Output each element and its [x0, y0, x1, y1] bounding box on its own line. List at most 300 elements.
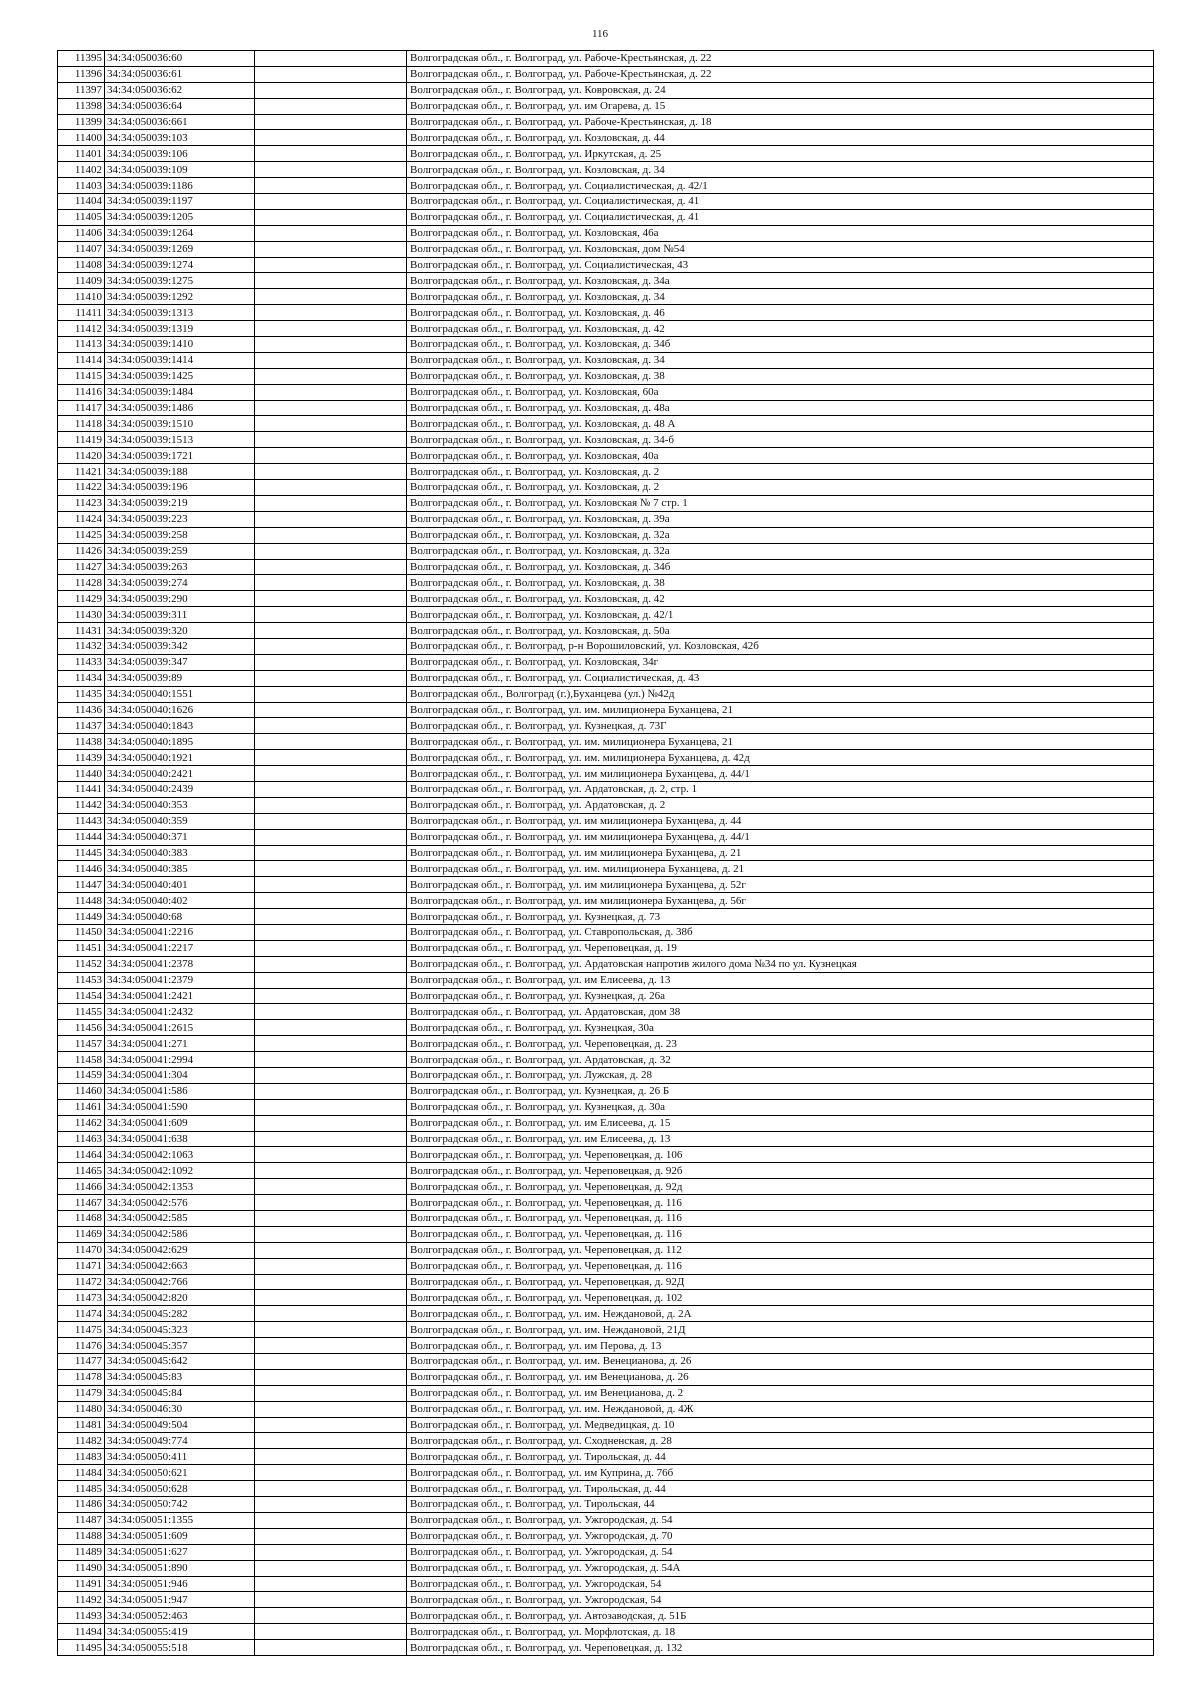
address: Волгоградская обл., г. Волгоград, ул. Череповецкая, д. 92д — [407, 1179, 1154, 1195]
cadastral-number: 34:34:050042:1092 — [105, 1163, 255, 1179]
row-number: 11471 — [58, 1258, 105, 1274]
row-number: 11422 — [58, 480, 105, 496]
table-row — [58, 781, 1154, 797]
address: Волгоградская обл., г. Волгоград, ул. Козловская № 7 стр. 1 — [407, 495, 1154, 511]
cadastral-number: 34:34:050042:576 — [105, 1195, 255, 1211]
row-number: 11396 — [58, 66, 105, 82]
blank-cell — [255, 178, 407, 194]
cadastral-number: 34:34:050040:402 — [105, 893, 255, 909]
blank-cell — [255, 1242, 407, 1258]
cadastral-number: 34:34:050039:1410 — [105, 337, 255, 353]
address: Волгоградская обл., г. Волгоград, ул. им. милиционера Буханцева, д. 21 — [407, 861, 1154, 877]
table-row — [58, 1512, 1154, 1528]
row-number: 11469 — [58, 1226, 105, 1242]
address: Волгоградская обл., г. Волгоград, ул. Рабоче-Крестьянская, д. 18 — [407, 114, 1154, 130]
address: Волгоградская обл., г. Волгоград, ул. Тирольская, д. 44 — [407, 1481, 1154, 1497]
address: Волгоградская обл., г. Волгоград, ул. им милиционера Буханцева, д. 56г — [407, 893, 1154, 909]
cadastral-number: 34:34:050039:1721 — [105, 448, 255, 464]
blank-cell — [255, 337, 407, 353]
table-row — [58, 750, 1154, 766]
page-number: 116 — [591, 28, 609, 40]
cadastral-number: 34:34:050042:586 — [105, 1226, 255, 1242]
table-row — [58, 337, 1154, 353]
blank-cell — [255, 1592, 407, 1608]
table-row — [58, 98, 1154, 114]
row-number: 11429 — [58, 591, 105, 607]
blank-cell — [255, 591, 407, 607]
address: Волгоградская обл., г. Волгоград, ул. Кузнецкая, д. 26 Б — [407, 1083, 1154, 1099]
blank-cell — [255, 845, 407, 861]
cadastral-number: 34:34:050039:263 — [105, 559, 255, 575]
table-row — [58, 702, 1154, 718]
table-row — [58, 241, 1154, 257]
address: Волгоградская обл., г. Волгоград, ул. Кузнецкая, д. 26а — [407, 988, 1154, 1004]
table-row — [58, 1560, 1154, 1576]
table-row — [58, 273, 1154, 289]
address: Волгоградская обл., г. Волгоград, ул. Кузнецкая, д. 30а — [407, 1099, 1154, 1115]
row-number: 11437 — [58, 718, 105, 734]
address: Волгоградская обл., г. Волгоград, ул. Череповецкая, д. 116 — [407, 1258, 1154, 1274]
blank-cell — [255, 1369, 407, 1385]
table-row — [58, 305, 1154, 321]
table-row — [58, 1195, 1154, 1211]
row-number: 11456 — [58, 1020, 105, 1036]
blank-cell — [255, 66, 407, 82]
row-number: 11468 — [58, 1211, 105, 1227]
table-row — [58, 1369, 1154, 1385]
cadastral-number: 34:34:050042:663 — [105, 1258, 255, 1274]
blank-cell — [255, 273, 407, 289]
address: Волгоградская обл., г. Волгоград, ул. Тирольская, д. 44 — [407, 1449, 1154, 1465]
address: Волгоградская обл., г. Волгоград, ул. Козловская, д. 50а — [407, 623, 1154, 639]
table-row — [58, 1068, 1154, 1084]
blank-cell — [255, 940, 407, 956]
blank-cell — [255, 861, 407, 877]
table-row — [58, 368, 1154, 384]
table-row — [58, 146, 1154, 162]
cadastral-number: 34:34:050042:1063 — [105, 1147, 255, 1163]
blank-cell — [255, 1274, 407, 1290]
address: Волгоградская обл., г. Волгоград, ул. Социалистическая, д. 41 — [407, 194, 1154, 210]
table-row — [58, 480, 1154, 496]
blank-cell — [255, 194, 407, 210]
row-number: 11436 — [58, 702, 105, 718]
row-number: 11439 — [58, 750, 105, 766]
row-number: 11416 — [58, 384, 105, 400]
blank-cell — [255, 988, 407, 1004]
address: Волгоградская обл., г. Волгоград, ул. Автозаводская, д. 51Б — [407, 1608, 1154, 1624]
address: Волгоградская обл., г. Волгоград, ул. Ужгородская, 54 — [407, 1576, 1154, 1592]
address: Волгоградская обл., г. Волгоград, ул. Социалистическая, д. 42/1 — [407, 178, 1154, 194]
cadastral-number: 34:34:050042:766 — [105, 1274, 255, 1290]
cadastral-number: 34:34:050045:357 — [105, 1338, 255, 1354]
address: Волгоградская обл., г. Волгоград, ул. им Елисеева, д. 13 — [407, 1131, 1154, 1147]
blank-cell — [255, 1163, 407, 1179]
cadastral-number: 34:34:050039:1264 — [105, 225, 255, 241]
cadastral-number: 34:34:050040:385 — [105, 861, 255, 877]
address: Волгоградская обл., г. Волгоград, ул. им милиционера Буханцева, д. 52г — [407, 877, 1154, 893]
registry-table — [57, 50, 1154, 1656]
cadastral-number: 34:34:050041:2421 — [105, 988, 255, 1004]
cadastral-number: 34:34:050039:1313 — [105, 305, 255, 321]
blank-cell — [255, 607, 407, 623]
table-row — [58, 1036, 1154, 1052]
blank-cell — [255, 1115, 407, 1131]
cadastral-number: 34:34:050039:1486 — [105, 400, 255, 416]
address: Волгоградская обл., г. Волгоград, р-н Ворошиловский, ул. Козловская, 42б — [407, 638, 1154, 654]
blank-cell — [255, 1497, 407, 1513]
row-number: 11465 — [58, 1163, 105, 1179]
cadastral-number: 34:34:050040:359 — [105, 813, 255, 829]
row-number: 11412 — [58, 321, 105, 337]
blank-cell — [255, 1576, 407, 1592]
cadastral-number: 34:34:050051:946 — [105, 1576, 255, 1592]
table-row — [58, 1497, 1154, 1513]
table-row — [58, 607, 1154, 623]
address: Волгоградская обл., г. Волгоград, ул. им Венецианова, д. 2 — [407, 1385, 1154, 1401]
address: Волгоградская обл., г. Волгоград, ул. Социалистическая, д. 43 — [407, 670, 1154, 686]
row-number: 11406 — [58, 225, 105, 241]
cadastral-number: 34:34:050041:609 — [105, 1115, 255, 1131]
cadastral-number: 34:34:050040:371 — [105, 829, 255, 845]
address: Волгоградская обл., г. Волгоград, ул. Социалистическая, 43 — [407, 257, 1154, 273]
blank-cell — [255, 1417, 407, 1433]
blank-cell — [255, 575, 407, 591]
address: Волгоградская обл., г. Волгоград, ул. Козловская, д. 34б — [407, 337, 1154, 353]
cadastral-number: 34:34:050041:2216 — [105, 924, 255, 940]
address: Волгоградская обл., г. Волгоград, ул. им Огарева, д. 15 — [407, 98, 1154, 114]
table-row — [58, 766, 1154, 782]
address: Волгоградская обл., г. Волгоград, ул. Ардатовская, д. 2 — [407, 797, 1154, 813]
row-number: 11495 — [58, 1640, 105, 1656]
blank-cell — [255, 893, 407, 909]
table-row — [58, 1226, 1154, 1242]
cadastral-number: 34:34:050039:1269 — [105, 241, 255, 257]
address: Волгоградская обл., г. Волгоград, ул. Козловская, д. 38 — [407, 575, 1154, 591]
table-row — [58, 845, 1154, 861]
cadastral-number: 34:34:050041:638 — [105, 1131, 255, 1147]
address: Волгоградская обл., г. Волгоград, ул. Череповецкая, д. 102 — [407, 1290, 1154, 1306]
blank-cell — [255, 797, 407, 813]
row-number: 11434 — [58, 670, 105, 686]
address: Волгоградская обл., г. Волгоград, ул. Козловская, д. 2 — [407, 480, 1154, 496]
blank-cell — [255, 766, 407, 782]
table-row — [58, 464, 1154, 480]
row-number: 11447 — [58, 877, 105, 893]
address: Волгоградская обл., г. Волгоград, ул. Ужгородская, д. 54А — [407, 1560, 1154, 1576]
table-row — [58, 924, 1154, 940]
cadastral-number: 34:34:050039:320 — [105, 623, 255, 639]
row-number: 11490 — [58, 1560, 105, 1576]
blank-cell — [255, 1099, 407, 1115]
address: Волгоградская обл., г. Волгоград, ул. Череповецкая, д. 23 — [407, 1036, 1154, 1052]
cadastral-number: 34:34:050039:274 — [105, 575, 255, 591]
table-row — [58, 527, 1154, 543]
row-number: 11441 — [58, 781, 105, 797]
table-row — [58, 1528, 1154, 1544]
table-row — [58, 416, 1154, 432]
row-number: 11494 — [58, 1624, 105, 1640]
address: Волгоградская обл., г. Волгоград, ул. Козловская, д. 34 — [407, 289, 1154, 305]
table-row — [58, 114, 1154, 130]
table-row — [58, 956, 1154, 972]
blank-cell — [255, 1020, 407, 1036]
cadastral-number: 34:34:050036:62 — [105, 82, 255, 98]
address: Волгоградская обл., г. Волгоград, ул. им. Неждановой, 21Д — [407, 1322, 1154, 1338]
cadastral-number: 34:34:050046:30 — [105, 1401, 255, 1417]
cadastral-number: 34:34:050049:504 — [105, 1417, 255, 1433]
table-row — [58, 1449, 1154, 1465]
table-row — [58, 1592, 1154, 1608]
cadastral-number: 34:34:050042:1353 — [105, 1179, 255, 1195]
row-number: 11421 — [58, 464, 105, 480]
address: Волгоградская обл., г. Волгоград, ул. им. милиционера Буханцева, д. 42д — [407, 750, 1154, 766]
cadastral-number: 34:34:050039:106 — [105, 146, 255, 162]
cadastral-number: 34:34:050040:401 — [105, 877, 255, 893]
address: Волгоградская обл., г. Волгоград, ул. Лужская, д. 28 — [407, 1068, 1154, 1084]
table-row — [58, 1131, 1154, 1147]
address: Волгоградская обл., г. Волгоград, ул. Ужгородская, д. 70 — [407, 1528, 1154, 1544]
row-number: 11449 — [58, 909, 105, 925]
blank-cell — [255, 400, 407, 416]
address: Волгоградская обл., Волгоград (г.),Буханцева (ул.) №42д — [407, 686, 1154, 702]
address: Волгоградская обл., г. Волгоград, ул. Козловская, д. 42 — [407, 321, 1154, 337]
row-number: 11453 — [58, 972, 105, 988]
cadastral-number: 34:34:050040:1551 — [105, 686, 255, 702]
address: Волгоградская обл., г. Волгоград, ул. Кузнецкая, д. 73 — [407, 909, 1154, 925]
address: Волгоградская обл., г. Волгоград, ул. Череповецкая, д. 19 — [407, 940, 1154, 956]
address: Волгоградская обл., г. Волгоград, ул. Козловская, 40а — [407, 448, 1154, 464]
cadastral-number: 34:34:050039:342 — [105, 638, 255, 654]
cadastral-number: 34:34:050055:419 — [105, 1624, 255, 1640]
row-number: 11446 — [58, 861, 105, 877]
cadastral-number: 34:34:050050:621 — [105, 1465, 255, 1481]
address: Волгоградская обл., г. Волгоград, ул. им Куприна, д. 76б — [407, 1465, 1154, 1481]
blank-cell — [255, 972, 407, 988]
row-number: 11491 — [58, 1576, 105, 1592]
row-number: 11413 — [58, 337, 105, 353]
table-row — [58, 1163, 1154, 1179]
address: Волгоградская обл., г. Волгоград, ул. им милиционера Буханцева, д. 44/1 — [407, 766, 1154, 782]
address: Волгоградская обл., г. Волгоград, ул. Ужгородская, д. 54 — [407, 1512, 1154, 1528]
cadastral-number: 34:34:050041:2994 — [105, 1052, 255, 1068]
address: Волгоградская обл., г. Волгоград, ул. Рабоче-Крестьянская, д. 22 — [407, 66, 1154, 82]
address: Волгоградская обл., г. Волгоград, ул. Козловская, д. 32а — [407, 543, 1154, 559]
blank-cell — [255, 1640, 407, 1656]
cadastral-number: 34:34:050051:1355 — [105, 1512, 255, 1528]
address: Волгоградская обл., г. Волгоград, ул. Ставропольская, д. 38б — [407, 924, 1154, 940]
cadastral-number: 34:34:050041:304 — [105, 1068, 255, 1084]
table-row — [58, 257, 1154, 273]
address: Волгоградская обл., г. Волгоград, ул. Козловская, д. 34-б — [407, 432, 1154, 448]
table-row — [58, 162, 1154, 178]
table-row — [58, 1306, 1154, 1322]
table-row — [58, 670, 1154, 686]
row-number: 11455 — [58, 1004, 105, 1020]
address: Волгоградская обл., г. Волгоград, ул. Козловская, д. 48а — [407, 400, 1154, 416]
row-number: 11404 — [58, 194, 105, 210]
cadastral-number: 34:34:050039:188 — [105, 464, 255, 480]
cadastral-number: 34:34:050051:609 — [105, 1528, 255, 1544]
cadastral-number: 34:34:050039:311 — [105, 607, 255, 623]
row-number: 11493 — [58, 1608, 105, 1624]
blank-cell — [255, 368, 407, 384]
cadastral-number: 34:34:050041:2379 — [105, 972, 255, 988]
cadastral-number: 34:34:050042:820 — [105, 1290, 255, 1306]
blank-cell — [255, 289, 407, 305]
cadastral-number: 34:34:050041:2432 — [105, 1004, 255, 1020]
table-row — [58, 1083, 1154, 1099]
address: Волгоградская обл., г. Волгоград, ул. Козловская, д. 38 — [407, 368, 1154, 384]
row-number: 11489 — [58, 1544, 105, 1560]
table-row — [58, 352, 1154, 368]
cadastral-number: 34:34:050040:1921 — [105, 750, 255, 766]
cadastral-number: 34:34:050051:947 — [105, 1592, 255, 1608]
address: Волгоградская обл., г. Волгоград, ул. им. Венецианова, д. 26 — [407, 1354, 1154, 1370]
blank-cell — [255, 1179, 407, 1195]
blank-cell — [255, 909, 407, 925]
cadastral-number: 34:34:050041:2378 — [105, 956, 255, 972]
table-row — [58, 1290, 1154, 1306]
address: Волгоградская обл., г. Волгоград, ул. Козловская, д. 34б — [407, 559, 1154, 575]
cadastral-number: 34:34:050036:64 — [105, 98, 255, 114]
table-row — [58, 1274, 1154, 1290]
row-number: 11398 — [58, 98, 105, 114]
row-number: 11473 — [58, 1290, 105, 1306]
row-number: 11461 — [58, 1099, 105, 1115]
cadastral-number: 34:34:050039:347 — [105, 654, 255, 670]
row-number: 11448 — [58, 893, 105, 909]
address: Волгоградская обл., г. Волгоград, ул. им милиционера Буханцева, д. 44/1 — [407, 829, 1154, 845]
row-number: 11460 — [58, 1083, 105, 1099]
table-row — [58, 51, 1154, 67]
address: Волгоградская обл., г. Волгоград, ул. им милиционера Буханцева, д. 44 — [407, 813, 1154, 829]
address: Волгоградская обл., г. Волгоград, ул. им Венецианова, д. 26 — [407, 1369, 1154, 1385]
address: Волгоградская обл., г. Волгоград, ул. Козловская, 34г — [407, 654, 1154, 670]
cadastral-number: 34:34:050050:628 — [105, 1481, 255, 1497]
row-number: 11401 — [58, 146, 105, 162]
blank-cell — [255, 623, 407, 639]
cadastral-number: 34:34:050051:890 — [105, 1560, 255, 1576]
cadastral-number: 34:34:050040:2421 — [105, 766, 255, 782]
blank-cell — [255, 877, 407, 893]
table-row — [58, 909, 1154, 925]
blank-cell — [255, 1608, 407, 1624]
address: Волгоградская обл., г. Волгоград, ул. Козловская, д. 44 — [407, 130, 1154, 146]
cadastral-number: 34:34:050041:590 — [105, 1099, 255, 1115]
row-number: 11458 — [58, 1052, 105, 1068]
cadastral-number: 34:34:050040:1895 — [105, 734, 255, 750]
blank-cell — [255, 1036, 407, 1052]
blank-cell — [255, 670, 407, 686]
table-row — [58, 623, 1154, 639]
table-row — [58, 543, 1154, 559]
cadastral-number: 34:34:050045:83 — [105, 1369, 255, 1385]
table-row — [58, 877, 1154, 893]
blank-cell — [255, 480, 407, 496]
row-number: 11435 — [58, 686, 105, 702]
table-row — [58, 384, 1154, 400]
table-row — [58, 940, 1154, 956]
row-number: 11419 — [58, 432, 105, 448]
address: Волгоградская обл., г. Волгоград, ул. Иркутская, д. 25 — [407, 146, 1154, 162]
blank-cell — [255, 1481, 407, 1497]
table-row — [58, 559, 1154, 575]
row-number: 11427 — [58, 559, 105, 575]
blank-cell — [255, 432, 407, 448]
cadastral-number: 34:34:050039:1513 — [105, 432, 255, 448]
address: Волгоградская обл., г. Волгоград, ул. Ужгородская, 54 — [407, 1592, 1154, 1608]
address: Волгоградская обл., г. Волгоград, ул. Ардатовская напротив жилого дома №34 по ул. Кузнецкая — [407, 956, 1154, 972]
address: Волгоградская обл., г. Волгоград, ул. Козловская, д. 2 — [407, 464, 1154, 480]
address: Волгоградская обл., г. Волгоград, ул. Ковровская, д. 24 — [407, 82, 1154, 98]
registry-table-body — [58, 51, 1154, 1656]
row-number: 11409 — [58, 273, 105, 289]
table-row — [58, 82, 1154, 98]
cadastral-number: 34:34:050036:661 — [105, 114, 255, 130]
address: Волгоградская обл., г. Волгоград, ул. им Перова, д. 13 — [407, 1338, 1154, 1354]
blank-cell — [255, 464, 407, 480]
address: Волгоградская обл., г. Волгоград, ул. Ардатовская, дом 38 — [407, 1004, 1154, 1020]
blank-cell — [255, 257, 407, 273]
table-row — [58, 495, 1154, 511]
cadastral-number: 34:34:050052:463 — [105, 1608, 255, 1624]
address: Волгоградская обл., г. Волгоград, ул. Череповецкая, д. 106 — [407, 1147, 1154, 1163]
blank-cell — [255, 98, 407, 114]
table-row — [58, 400, 1154, 416]
address: Волгоградская обл., г. Волгоград, ул. Череповецкая, д. 116 — [407, 1226, 1154, 1242]
blank-cell — [255, 956, 407, 972]
address: Волгоградская обл., г. Волгоград, ул. им. милиционера Буханцева, 21 — [407, 734, 1154, 750]
table-row — [58, 289, 1154, 305]
table-row — [58, 1322, 1154, 1338]
cadastral-number: 34:34:050039:1484 — [105, 384, 255, 400]
cadastral-number: 34:34:050039:1275 — [105, 273, 255, 289]
table-row — [58, 321, 1154, 337]
cadastral-number: 34:34:050039:196 — [105, 480, 255, 496]
row-number: 11459 — [58, 1068, 105, 1084]
table-row — [58, 988, 1154, 1004]
address: Волгоградская обл., г. Волгоград, ул. Ардатовская, д. 2, стр. 1 — [407, 781, 1154, 797]
row-number: 11445 — [58, 845, 105, 861]
row-number: 11479 — [58, 1385, 105, 1401]
row-number: 11397 — [58, 82, 105, 98]
blank-cell — [255, 924, 407, 940]
address: Волгоградская обл., г. Волгоград, ул. Ужгородская, д. 54 — [407, 1544, 1154, 1560]
address: Волгоградская обл., г. Волгоград, ул. Козловская, д. 32а — [407, 527, 1154, 543]
table-row — [58, 130, 1154, 146]
address: Волгоградская обл., г. Волгоград, ул. Морфлотская, д. 18 — [407, 1624, 1154, 1640]
row-number: 11405 — [58, 209, 105, 225]
blank-cell — [255, 82, 407, 98]
row-number: 11423 — [58, 495, 105, 511]
cadastral-number: 34:34:050041:271 — [105, 1036, 255, 1052]
row-number: 11403 — [58, 178, 105, 194]
cadastral-number: 34:34:050041:2615 — [105, 1020, 255, 1036]
address: Волгоградская обл., г. Волгоград, ул. Козловская, д. 39а — [407, 511, 1154, 527]
row-number: 11399 — [58, 114, 105, 130]
row-number: 11410 — [58, 289, 105, 305]
table-row — [58, 718, 1154, 734]
cadastral-number: 34:34:050036:60 — [105, 51, 255, 67]
row-number: 11467 — [58, 1195, 105, 1211]
address: Волгоградская обл., г. Волгоград, ул. Козловская, дом №54 — [407, 241, 1154, 257]
blank-cell — [255, 114, 407, 130]
table-row — [58, 1608, 1154, 1624]
row-number: 11452 — [58, 956, 105, 972]
row-number: 11444 — [58, 829, 105, 845]
table-row — [58, 686, 1154, 702]
